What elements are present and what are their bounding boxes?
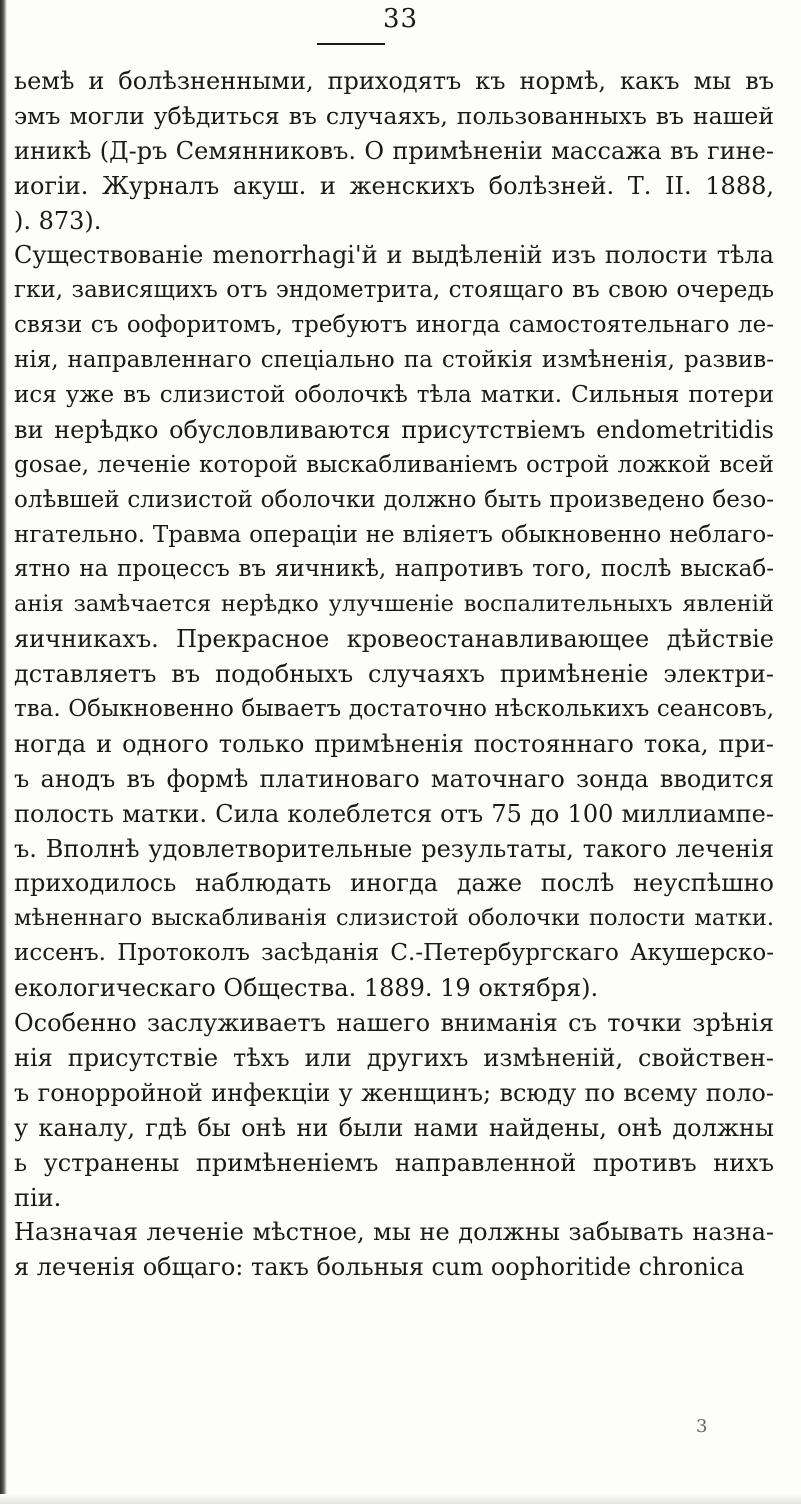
text-line: піи. [14, 1183, 62, 1212]
text-line: нгательно. Травма операціи не вліяетъ обыкновенно неблаго- [14, 521, 774, 548]
text-line: екологическаго Общества. 1889. 19 октября). [14, 974, 599, 1003]
text-line: иссенъ. Протоколъ засѣданія С.-Петербургскаго Акушерско- [14, 940, 774, 967]
text-line: анія замѣчается нерѣдко улучшеніе воспалительныхъ явленій [14, 591, 774, 618]
text-line: ися уже въ слизистой оболочкѣ тѣла матки. Сильныя потери [14, 382, 774, 409]
text-line: gosae, леченіе которой выскабливаніемъ острой ложкой всей [14, 451, 774, 478]
body-text [14, 64, 774, 1285]
text-line: Назначая леченіе мѣстное, мы не должны забывать назна- [14, 1218, 774, 1247]
text-line: ьемѣ и болѣзненными, приходятъ къ нормѣ, какъ мы въ [14, 67, 774, 95]
text-line: олѣвшей слизистой оболочки должно быть произведено безо- [14, 486, 774, 513]
text-line: ногда и одного только примѣненія постояннаго тока, при- [14, 729, 774, 758]
text-line: Особенно заслуживаетъ нашего вниманія съ точки зрѣнія [14, 1009, 774, 1038]
text-line: полость матки. Сила колеблется отъ 75 до 100 миллиампе- [14, 799, 774, 828]
text-line: гки, зависящихъ отъ эндометрита, стоящаго въ свою очередь [14, 277, 774, 304]
page-bottom-edge [0, 1494, 801, 1504]
page-binding-edge [0, 0, 7, 1504]
text-line: нія, направленнаго спеціально па стойкія измѣненія, развив- [14, 347, 774, 374]
text-line: ъ. Вполнѣ удовлетворительные результаты, такого леченія [14, 834, 774, 863]
text-line: дставляетъ въ подобныхъ случаяхъ примѣненіе электри- [14, 660, 774, 689]
text-line: яичникахъ. Прекрасное кровеостанавливающее дѣйствіе [14, 625, 774, 654]
page-number: 33 [382, 4, 419, 34]
text-line: тва. Обыкновенно бываетъ достаточно нѣсколькихъ сеансовъ, [14, 696, 774, 723]
text-line: мѣненнаго выскабливанія слизистой оболочки полости матки. [14, 905, 774, 932]
text-line: я леченія общаго: такъ больныя cum oophoritide chronica [14, 1253, 745, 1282]
text-line: иогіи. Журналъ акуш. и женскихъ болѣзней. Т. II. 1888, [14, 171, 774, 200]
text-line: эмъ могли убѣдиться въ случаяхъ, пользованныхъ въ нашей [14, 101, 774, 130]
text-line: ). 873). [14, 206, 102, 235]
text-line: приходилось наблюдать иногда даже послѣ неуспѣшно [14, 869, 774, 898]
text-line: ятно на процессъ въ яичникѣ, напротивъ того, послѣ выскаб- [14, 556, 774, 583]
page-number-underline [317, 43, 385, 45]
signature-mark: 3 [696, 1416, 708, 1437]
text-line: ви нерѣдко обусловливаются присутствіемъ endometritidis [14, 415, 774, 444]
text-line: связи съ оофоритомъ, требуютъ иногда самостоятельнаго ле- [14, 312, 774, 339]
text-line: ь устранены примѣненіемъ направленной противъ нихъ [14, 1148, 774, 1177]
text-line: ъ гонорройной инфекціи у женщинъ; всюду по всему поло- [14, 1078, 774, 1107]
text-line: иникѣ (Д-ръ Семянниковъ. О примѣненіи массажа въ гине- [14, 136, 774, 165]
text-line: Существованіе menorrhagi'й и выдѣленій изъ полости тѣла [14, 241, 774, 270]
text-line: у каналу, гдѣ бы онѣ ни были нами найдены, онѣ должны [14, 1113, 774, 1142]
text-line: нія присутствіе тѣхъ или другихъ измѣненій, свойствен- [14, 1043, 774, 1072]
text-line: ъ анодъ въ формѣ платиноваго маточнаго зонда вводится [14, 764, 774, 793]
